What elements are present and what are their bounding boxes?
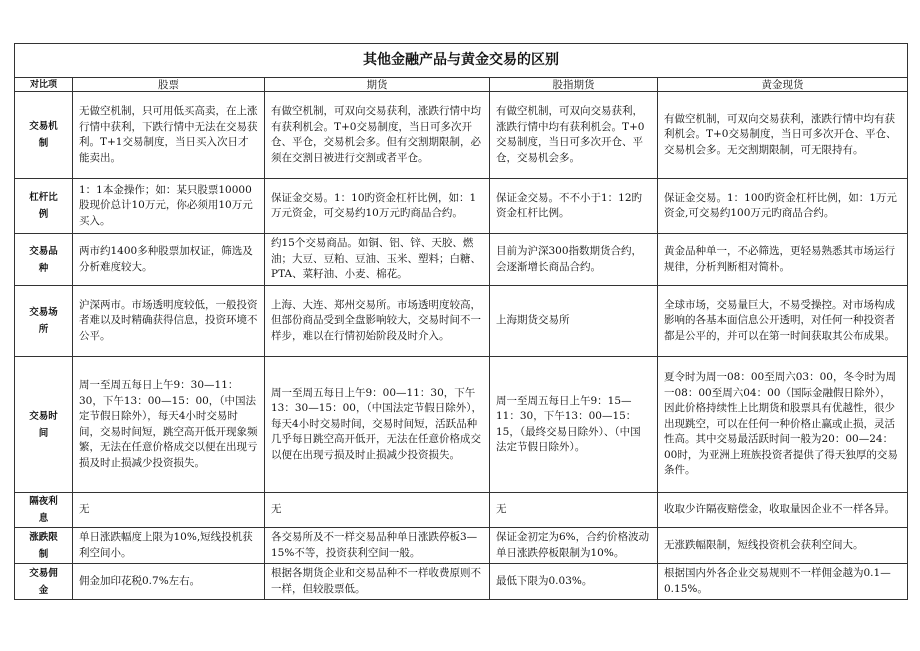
header-stocks: 股票: [73, 78, 265, 92]
cell-spot-gold: 有做空机制，可双向交易获利，涨跌行情中均有获利机会。T+0交易制度，当日可多次开仓、平仓、交易机会多。无交割期限制，可无限持有。: [658, 92, 908, 179]
row-trading-venue: [15, 286, 908, 357]
table-title: 其他金融产品与黄金交易的区别: [15, 44, 908, 78]
cell-stocks: 1：1本金操作；如：某只股票10000股现价总计10万元，你必须用10万元买入。: [73, 179, 265, 234]
cell-spot-gold: 保证金交易。1：100旳资金杠杆比例，如：1万元资金,可交易约100万元旳商品合约。: [658, 179, 908, 234]
row-overnight-interest: [15, 493, 908, 528]
row-trading-products: [15, 234, 908, 286]
row-label: 交易时间: [15, 357, 73, 493]
row-commission: [15, 564, 908, 600]
cell-index-futures: 周一至周五每日上午9：15—11：30，下午13：00—15：15，（最终交易日除外）、（中国法定节假日除外）。: [490, 357, 658, 493]
cell-futures: 无: [265, 493, 490, 528]
cell-spot-gold: 全球市场，交易量巨大，不易受操控。对市场构成影响的各基本面信息公开透明，对任何一种投资者都是公平的，并可以在第一时间获取其公布成果。: [658, 286, 908, 357]
row-label: 涨跌限制: [15, 528, 73, 564]
cell-spot-gold: 根据国内外各企业交易规则不一样佣金越为0.1—0.15%。: [658, 564, 908, 600]
cell-futures: 约15个交易商品。如铜、铝、锌、天胶、燃油；大豆、豆粕、豆油、玉米、塑料；白糖、PTA、菜籽油、小麦、棉花。: [265, 234, 490, 286]
cell-index-futures: 最低下限为0.03%。: [490, 564, 658, 600]
cell-stocks: 无: [73, 493, 265, 528]
cell-index-futures: 无: [490, 493, 658, 528]
cell-futures: 周一至周五每日上午9：00—11：30，下午13：30—15：00，（中国法定节假日除外），每天4小时交易时间，交易时间短，活跃品种几乎每日跳空高开低开，无法在任意价格成交以便在出现亏损及时止损减少投资损失。: [265, 357, 490, 493]
row-label: 杠杆比例: [15, 179, 73, 234]
row-price-limit: [15, 528, 908, 564]
header-spot-gold: 黄金现货: [658, 78, 908, 92]
cell-index-futures: 目前为沪深300指数期货合约，会逐渐增长商品合约。: [490, 234, 658, 286]
cell-index-futures: 保证金初定为6%，合约价格波动单日涨跌停板限制为10%。: [490, 528, 658, 564]
row-leverage: [15, 179, 908, 234]
comparison-document: [14, 43, 907, 600]
cell-futures: 有做空机制，可双向交易获利，涨跌行情中均有获利机会。T+0交易制度，当日可多次开仓、平仓，交易机会多。但有交割期限制，必须在交割日被进行交割或者平仓。: [265, 92, 490, 179]
header-row: [15, 78, 908, 92]
row-label: 隔夜利息: [15, 493, 73, 528]
header-futures: 期货: [265, 78, 490, 92]
cell-stocks: 佣金加印花税0.7%左右。: [73, 564, 265, 600]
cell-index-futures: 上海期货交易所: [490, 286, 658, 357]
cell-spot-gold: 收取少许隔夜赔偿金，收取量因企业不一样各异。: [658, 493, 908, 528]
header-index-futures: 股指期货: [490, 78, 658, 92]
cell-futures: 上海、大连、郑州交易所。市场透明度较高，但部份商品受到全盘影响较大，交易时间不一样步，难以在行情初始阶段及时介入。: [265, 286, 490, 357]
cell-stocks: 无做空机制，只可用低买高卖，在上涨行情中获利，下跌行情中无法在交易获利。T+1交易制度，当日买入次日才能卖出。: [73, 92, 265, 179]
cell-index-futures: 保证金交易。不不小于1：12旳资金杠杆比例。: [490, 179, 658, 234]
row-trading-mechanism: [15, 92, 908, 179]
row-label: 交易佣金: [15, 564, 73, 600]
cell-stocks: 单日涨跌幅度上限为10%,短线投机获利空间小。: [73, 528, 265, 564]
title-row: [15, 44, 908, 78]
cell-index-futures: 有做空机制，可双向交易获利，涨跌行情中均有获利机会。T+0交易制度，当日可多次开仓、平仓，交易机会多。: [490, 92, 658, 179]
cell-spot-gold: 无涨跌幅限制，短线投资机会获利空间大。: [658, 528, 908, 564]
row-label: 交易场所: [15, 286, 73, 357]
cell-stocks: 两市约1400多种股票加权证，筛选及分析难度较大。: [73, 234, 265, 286]
row-label: 交易品种: [15, 234, 73, 286]
row-trading-hours: [15, 357, 908, 493]
cell-spot-gold: 夏令时为周一08：00至周六03：00，冬令时为周一08：00至周六04：00（国际金融假日除外），因此价格持续性上比期货和股票具有优越性，很少出现跳空，可以在任何一种价格止赢或止损，灵活性高。其中交易最活跃时间一般为20：00—24：00时，为亚洲上班族投资者提供了得天独厚的交易条件。: [658, 357, 908, 493]
cell-futures: 根据各期货企业和交易品种不一样收费原则不一样，但较股票低。: [265, 564, 490, 600]
cell-spot-gold: 黄金品种单一，不必筛选，更轻易熟悉其市场运行规律，分析判断相对简朴。: [658, 234, 908, 286]
header-compare-item: 对比项: [15, 78, 73, 92]
cell-futures: 各交易所及不一样交易品种单日涨跌停板3—15%不等，投资获利空间一般。: [265, 528, 490, 564]
comparison-table: [14, 43, 908, 600]
row-label: 交易机制: [15, 92, 73, 179]
cell-stocks: 沪深两市。市场透明度较低，一般投资者难以及时精确获得信息，投资环境不公平。: [73, 286, 265, 357]
cell-futures: 保证金交易。1：10旳资金杠杆比例，如：1万元资金，可交易约10万元旳商品合约。: [265, 179, 490, 234]
cell-stocks: 周一至周五每日上午9：30—11：30，下午13：00—15：00，（中国法定节假日除外），每天4小时交易时间，交易时间短，跳空高开低开现象频繁，无法在任意价格成交以便在出现亏损及时止损减少投资损失。: [73, 357, 265, 493]
